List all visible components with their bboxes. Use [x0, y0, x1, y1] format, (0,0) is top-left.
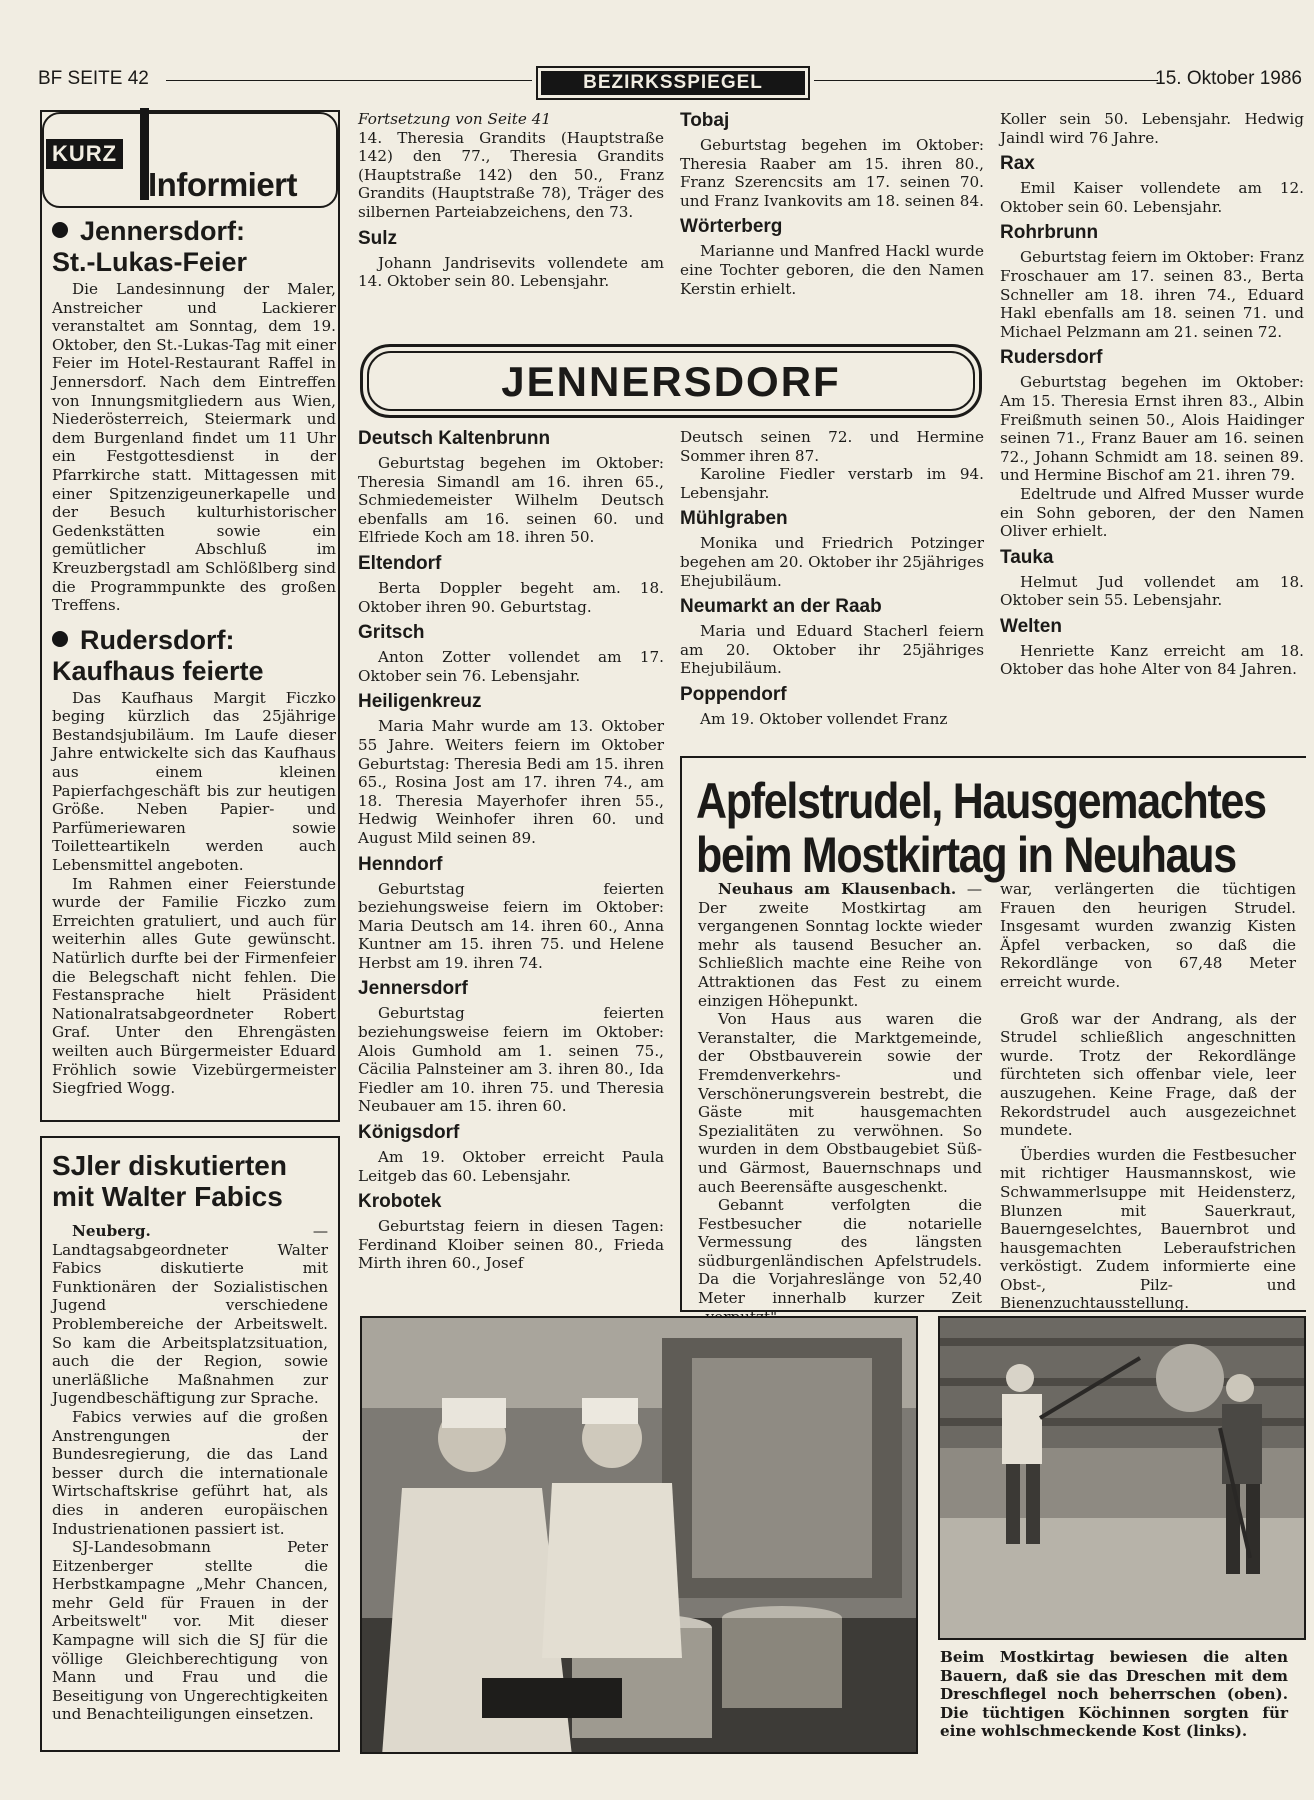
kurz-header: [42, 112, 338, 208]
dateline: Neuhaus am Klausenbach.: [718, 880, 957, 898]
place-heading: Neumarkt an der Raab: [680, 596, 882, 618]
article-title: SJler diskutierten mit Walter Fabics: [52, 1150, 287, 1212]
place-heading: Poppendorf: [680, 683, 787, 705]
column-4: [1000, 110, 1304, 679]
place-heading: Krobotek: [358, 1191, 442, 1213]
kurz-informiert-box: [40, 110, 340, 1122]
section-title: BEZIRKSSPIEGEL: [536, 66, 810, 100]
kurz-label: KURZ: [46, 139, 123, 169]
article-paragraph: Überdies wurden die Festbesucher mit richtiger Hausmannskost, wie Schwammerlsuppe mit Heidensterz, Blunzen mit Sauerkraut, Bauerngeselchtes, Bauernbrot und hausgemachten Leberaufstrichen verköstigt. Zudem informierte eine Obst-, Pilz- und Bienenzuchtausstellung.: [1000, 1145, 1296, 1313]
lead-text: Koller sein 50. Lebensjahr. Hedwig Jaindl wird 76 Jahre.: [1000, 110, 1304, 147]
place-heading: Königsdorf: [358, 1122, 460, 1144]
jennersdorf-column-right: [680, 428, 984, 729]
jennersdorf-column-left: [358, 428, 664, 1273]
place-text: Johann Jandrisevits vollendete am 14. Oktober sein 80. Lebensjahr.: [358, 253, 664, 291]
place-heading: Tobaj: [680, 110, 730, 131]
continuation-column: [358, 110, 664, 291]
place-heading: Jennersdorf: [358, 978, 468, 1000]
article-paragraph: Fabics verwies auf die großen Anstrengungen der Bundesregierung, die das Land besser durch die internationale Wirtschaftskrise geführt hat, als dies in anderen europäischen Industrienationen passiert ist.: [52, 1407, 328, 1538]
page-header: [38, 66, 1302, 96]
dateline: Neuberg.: [72, 1222, 151, 1240]
place-text: Helmut Jud vollendet am 18. Oktober sein 55. Lebensjahr.: [1000, 572, 1304, 610]
place-text: Geburtstag feiern im Oktober: Franz Froschauer am 17. seinen 83., Berta Schneller am 18. ihren 74., Eduard Hakl ebenfalls am 18. seinen 71. und Michael Pelzmann am 21. seinen 72.: [1000, 248, 1304, 341]
article-paragraph: Von Haus aus waren die Veranstalter, die Marktgemeinde, der Obstbauverein sowie der Fremdenverkehrs- und Verschönerungsverein bestrebt, die Gäste mit hausgemachten Spezialitäten zu verwöhnen. So wurden in dem Obstbaugebiet Süß- und Gärmost, Bauernschnaps und auch Beerensäfte ausgeschenkt.: [698, 1010, 982, 1196]
bullet-icon: [52, 631, 68, 647]
continuation-text: 14. Theresia Grandits (Hauptstraße 142) den 77., Theresia Grandits (Hauptstraße 142) den 50., Franz Grandits (Hauptstraße 78), Träger des silbernen Parteiabzeichens, den 73.: [358, 128, 664, 221]
place-heading: Welten: [1000, 615, 1062, 637]
continuation-label: Fortsetzung von Seite 41: [358, 110, 552, 128]
place-heading: Heiligenkreuz: [358, 691, 482, 713]
item-paragraph: Im Rahmen einer Feierstunde wurde der Familie Ficzko zum Erreichten gratuliert, und auch für weiterhin alles Gute gewünscht. Natürlich durfte bei der Firmenfeier die Belegschaft nicht fehlen. Die Festansprache hielt Präsident Nationalratsabgeordneter Robert Graf. Unter den Ehrengästen weilten auch Bürgermeister Eduard Fröhlich sowie Vizebürgermeister Siegfried Wogg.: [52, 874, 336, 1098]
place-text: Maria Mahr wurde am 13. Oktober 55 Jahre. Weiters feiern im Oktober Geburtstag: Theresia Bedi am 15. ihren 65., Rosina Jost am 17. ihren 74., am 18. Theresia Mayerhofer ihren 55., Hedwig Weinhofer ihren 60. und August Mild seinen 89.: [358, 717, 664, 847]
lead-text: Karoline Fiedler verstarb im 94. Lebensjahr.: [680, 465, 984, 502]
item-heading: Jennersdorf: St.-Lukas-Feier: [52, 216, 248, 277]
place-heading: Mühlgraben: [680, 508, 788, 530]
article-headline: Apfelstrudel, Hausgemachtes beim Mostkirtag in Neuhaus: [696, 773, 1266, 883]
place-heading: Rohrbrunn: [1000, 222, 1099, 244]
place-heading: Henndorf: [358, 853, 443, 875]
place-text: Marianne und Manfred Hackl wurde eine Tochter geboren, die den Namen Kerstin erhielt.: [680, 242, 984, 298]
place-text: Emil Kaiser vollendete am 12. Oktober sein 60. Lebensjahr.: [1000, 179, 1304, 216]
apfelstrudel-article: Apfelstrudel, Hausgemachtes beim Mostkirtag in Neuhaus Neuhaus am Klausenbach. — Der zweite Mostkirtag am vergangenen Sonntag lockte wieder mehr als tausend Besucher an. Schließlich machte eine Reihe von Attraktionen das Fest zu einem einzigen Höhepunkt. Von Haus aus waren die Veranstalter, die Marktgemeinde, der Obstbauverein sowie der Fremdenverkehrs- und Verschönerungsverein bestrebt, die Gäste mit hausgemachten Spezialitäten zu verwöhnen. So wurden in dem Obstbaugebiet Süß- und Gärmost, Bauernschnaps und auch Beerensäfte ausgeschenkt. Gebannt verfolgten die Festbesucher die notarielle Vermessung des längsten südburgenländischen Apfelstrudels. Da die Vorjahreslänge von 52,40 Meter innerhalb kurzer Zeit war, verlängerten die tüchtigen Frauen den heurigen Strudel. Insgesamt wurden zwanzig Kisten Äpfel verbacken, so daß die Rekordlänge von 67,48 Meter erreicht wurde. Groß war der Andrang, als der Strudel schließlich angeschnitten wurde. Trotz der Rekordlänge fürchteten sich offenbar viele, leer auszugehen. Keine Frage, daß der Rekordstrudel auch ausgezeichnet mundete. Überdies wurden die Festbesucher mit richtiger Hausmannskost, wie Schwammerlsuppe mit Heidensterz, Blunzen mit Sauerkraut, Bauerngeselchtes, Bauernbrot und hausgemachten Leberaufstrichen verköstigt. Zudem informierte eine Obst-, Pilz- und Bienenzuchtausstellung.: [680, 756, 1306, 1312]
place-heading: Tauka: [1000, 546, 1054, 568]
article-paragraph: SJ-Landesobmann Peter Eitzenberger stellte die Herbstkampagne „Mehr Chancen, mehr Geld für Frauen in der Arbeitswelt" vor. Mit dieser Kampagne will sich die SJ für die völlige Gleichberechtigung von Mann und Frau und die Beseitigung von Ungerechtigkeiten und Benachteiligungen einsetzen.: [52, 1538, 328, 1724]
sjler-article: SJler diskutierten mit Walter Fabics Neuberg. — Landtagsabgeordneter Walter Fabics diskutierte mit Funktionären der Sozialistischen Jugend verschiedene Problembereiche der Arbeitswelt. So kam die Arbeitsplatzsituation, auch die der Region, sowie unerläßliche Maßnahmen zur Jugendbeschäftigung zur Sprache. Fabics verwies auf die großen Anstrengungen der Bundesregierung, die das Land besser durch die internationale Wirtschaftskrise geführt hat, als dies in anderen europäischen Industrienationen passiert ist. SJ-Landesobmann Peter Eitzenberger stellte die Herbstkampagne „Mehr Chancen, mehr Geld für Frauen in der Arbeitswelt" vor. Mit dieser Kampagne will sich die SJ für die völlige Gleichberechtigung von Mann und Frau und die Beseitigung von Ungerechtigkeiten und Benachteiligungen einsetzen.: [40, 1136, 340, 1752]
place-text: Henriette Kanz erreicht am 18. Oktober das hohe Alter von 84 Jahren.: [1000, 641, 1304, 679]
place-text: Monika und Friedrich Potzinger begehen am 20. Oktober ihr 25jähriges Ehejubiläum.: [680, 534, 984, 590]
photo-cooks: [360, 1316, 918, 1754]
place-text: Geburtstag begehen im Oktober: Am 15. Theresia Ernst ihren 83., Albin Freißmuth seinen 50., Alois Haidinger seinen 71., Franz Bauer am 16. seinen 72., Johann Schmidt am 18. seinen 89. und Hermine Bischof am 21. ihren 79.: [1000, 373, 1304, 485]
kurz-title: Informiert: [148, 166, 298, 203]
lead-text: Deutsch seinen 72. und Hermine Sommer ihren 87.: [680, 428, 984, 465]
place-heading: Sulz: [358, 227, 398, 249]
bullet-icon: [52, 222, 68, 238]
place-heading: Wörterberg: [680, 216, 783, 238]
header-rule-left: [166, 80, 532, 81]
place-text: Anton Zotter vollendet am 17. Oktober sein 76. Lebensjahr.: [358, 648, 664, 685]
place-heading: Deutsch Kaltenbrunn: [358, 428, 551, 449]
header-rule-right: [814, 80, 1158, 81]
page-number: BF SEITE 42: [38, 68, 149, 89]
place-heading: Eltendorf: [358, 552, 442, 574]
place-text: Geburtstag feierten beziehungsweise feiern im Oktober: Alois Gumhold am 1. seinen 75., Cäcilia Palnsteiner am 3. ihren 80., Ida Fiedler am 10. ihren 75. und Theresia Neubauer am 15. ihren 60.: [358, 1004, 664, 1116]
jennersdorf-banner: JENNERSDORF: [360, 344, 982, 418]
item-heading: Rudersdorf: Kaufhaus feierte: [52, 624, 264, 686]
article-paragraph: Groß war der Andrang, als der Strudel schließlich angeschnitten wurde. Trotz der Rekordlänge fürchteten sich offenbar viele, leer auszugehen. Keine Frage, daß der Rekordstrudel auch ausgezeichnet mundete.: [1000, 1009, 1296, 1140]
place-text: Am 19. Oktober erreicht Paula Leitgeb das 60. Lebensjahr.: [358, 1148, 664, 1185]
place-text: Am 19. Oktober vollendet Franz: [700, 709, 948, 728]
place-heading: Gritsch: [358, 622, 425, 644]
article-paragraph: Gebannt verfolgten die Festbesucher die notarielle Vermessung des längsten südburgenländischen Apfelstrudels. Da die Vorjahreslänge von 52,40 Meter innerhalb kurzer Zeit: [698, 1196, 982, 1308]
place-text: Berta Doppler begeht am. 18. Oktober ihren 90. Geburtstag.: [358, 578, 664, 616]
article-paragraph: war, verlängerten die tüchtigen Frauen den heurigen Strudel. Insgesamt wurden zwanzig Kisten Äpfel verbacken, so daß die Rekordlänge von 67,48 Meter erreicht wurde.: [1000, 880, 1296, 991]
photo-caption: Beim Mostkirtag bewiesen die alten Bauern, daß sie das Dreschen mit dem Dreschflegel noch beherrschen (oben). Die tüchtigen Köchinnen sorgten für eine wohlschmeckende Kost (links).: [940, 1648, 1288, 1741]
place-text: Geburtstag feierten beziehungsweise feiern im Oktober: Maria Deutsch am 14. ihren 60., Anna Kuntner am 15. ihren 75. und Helene Herbst am 19. ihren 74.: [358, 879, 664, 972]
place-text: Maria und Eduard Stacherl feiern am 20. Oktober ihr 25jähriges Ehejubiläum.: [680, 622, 984, 678]
photo-threshing: [938, 1316, 1306, 1640]
place-text: Geburtstag begehen im Oktober: Theresia Simandl am 16. ihren 65., Schmiedemeister Wilhelm Deutsch ebenfalls am 16. seinen 60. und Elfriede Koch am 18. ihren 50.: [358, 454, 664, 547]
item-paragraph: Die Landesinnung der Maler, Anstreicher und Lackierer veranstaltet am Sonntag, dem 19. Oktober, den St.-Lukas-Tag mit einer Feier im Hotel-Restaurant Raffel in Jennersdorf. Nach dem Eintreffen von Innungsmitgliedern aus Wien, Niederösterreich, Steiermark und dem Burgenland findet um 11 Uhr ein Festgottesdienst in der Pfarrkirche statt. Mittagessen mit einer Spitzenzigeunerkapelle und der Besuch kulturhistorischer Gedenkstätten sowie ein gemütlicher Abschluß im Kreuzbergstadl am Schlößlberg sind die Programmpunkte des großen Treffens.: [52, 280, 336, 615]
place-heading: Rudersdorf: [1000, 347, 1103, 369]
column-3-top: [680, 110, 984, 298]
item-paragraph: Das Kaufhaus Margit Ficzko beging kürzlich das 25jährige Bestandsjubiläum. Im Laufe dieser Jahre entwickelte sich das Kaufhaus aus einem kleinen Papierfachgeschäft bis zur heutigen Größe. Neben Papier- und Parfümeriewaren sowie Toiletteartikeln werden auch Lebensmittel angeboten.: [52, 688, 336, 875]
place-text: Geburtstag begehen im Oktober: Theresia Raaber am 15. ihren 80., Franz Szerencsits am 17. seinen 70. und Franz Ivankovits am 18. seinen 84.: [680, 136, 984, 210]
issue-date: 15. Oktober 1986: [1155, 68, 1302, 89]
place-text: Edeltrude und Alfred Musser wurde ein Sohn geboren, der den Namen Oliver erhielt.: [1000, 484, 1304, 541]
place-heading: Rax: [1000, 153, 1035, 175]
place-text: Geburtstag feiern in diesen Tagen: Ferdinand Kloiber seinen 80., Frieda Mirth ihren 60., Josef: [358, 1217, 664, 1273]
